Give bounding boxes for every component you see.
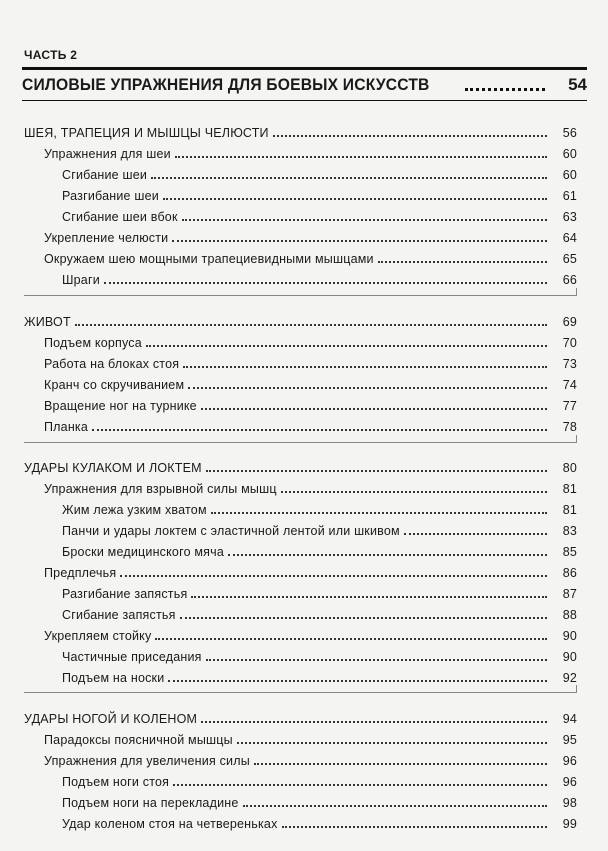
entry-title: Планка (44, 420, 89, 434)
dot-leader (168, 680, 547, 682)
entry-page-number: 99 (562, 817, 577, 831)
entry-title: Сгибание шеи (62, 168, 148, 182)
entry-title: Кранч со скручиванием (44, 378, 185, 392)
dot-leader (206, 659, 547, 661)
dot-leader (281, 491, 547, 493)
part-page-number: 54 (568, 75, 587, 94)
entry-page-number: 65 (562, 252, 577, 266)
dot-leader (172, 240, 547, 242)
entry-title: Сгибание шеи вбок (62, 210, 178, 224)
toc-subsection-entry[interactable] (44, 415, 577, 435)
entry-page-number: 95 (562, 733, 577, 747)
section-divider (24, 692, 577, 693)
entry-page-number: 69 (562, 315, 577, 329)
entry-page-number: 96 (562, 775, 577, 789)
entry-title: Парадоксы поясничной мышцы (44, 733, 233, 747)
entry-title: ЖИВОТ (24, 315, 71, 329)
entry-page-number: 56 (562, 126, 577, 140)
dot-leader (211, 512, 547, 514)
entry-page-number: 96 (562, 754, 577, 768)
entry-title: Предплечья (44, 566, 117, 580)
entry-page-number: 81 (562, 482, 577, 496)
toc-item-entry[interactable] (62, 268, 577, 288)
toc-subsection-entry[interactable] (44, 352, 577, 372)
entry-title: Разгибание запястья (62, 587, 188, 601)
dot-leader (155, 638, 547, 640)
entry-page-number: 86 (562, 566, 577, 580)
toc-item-entry[interactable] (62, 812, 577, 832)
part-dot-leader (465, 86, 545, 91)
entry-title: Вращение ног на турнике (44, 399, 197, 413)
entry-title: УДАРЫ НОГОЙ И КОЛЕНОМ (24, 712, 198, 726)
entry-page-number: 78 (562, 420, 577, 434)
entry-page-number: 60 (562, 147, 577, 161)
dot-leader (201, 408, 547, 410)
toc-subsection-entry[interactable] (44, 373, 577, 393)
dot-leader (201, 721, 547, 723)
toc-subsection-entry[interactable] (44, 247, 577, 267)
dot-leader (180, 617, 547, 619)
toc-section-entry[interactable] (24, 456, 577, 476)
dot-leader (206, 470, 547, 472)
toc-item-entry[interactable] (62, 603, 577, 623)
entry-title: Броски медицинского мяча (62, 545, 225, 559)
entry-page-number: 63 (562, 210, 577, 224)
entry-title: Разгибание шеи (62, 189, 159, 203)
entry-title: Подъем ноги на перекладине (62, 796, 239, 810)
section-divider-tick (576, 288, 577, 296)
toc-subsection-entry[interactable] (44, 142, 577, 162)
toc-subsection-entry[interactable] (44, 394, 577, 414)
section-divider-tick (576, 685, 577, 693)
dot-leader (237, 742, 547, 744)
entry-page-number: 77 (562, 399, 577, 413)
entry-page-number: 88 (562, 608, 577, 622)
entry-title: Жим лежа узким хватом (62, 503, 207, 517)
entry-page-number: 60 (562, 168, 577, 182)
entry-page-number: 70 (562, 336, 577, 350)
part-top-rule (22, 67, 587, 70)
entry-title: УДАРЫ КУЛАКОМ И ЛОКТЕМ (24, 461, 202, 475)
toc-subsection-entry[interactable] (44, 331, 577, 351)
dot-leader (104, 282, 547, 284)
entry-page-number: 74 (562, 378, 577, 392)
dot-leader (378, 261, 547, 263)
toc-item-entry[interactable] (62, 540, 577, 560)
entry-page-number: 92 (562, 671, 577, 685)
entry-title: Окружаем шею мощными трапециевидными мышцами (44, 252, 374, 266)
dot-leader (183, 366, 547, 368)
part-title-row (22, 73, 587, 97)
dot-leader (173, 784, 547, 786)
dot-leader (188, 387, 547, 389)
entry-page-number: 83 (562, 524, 577, 538)
dot-leader (182, 219, 547, 221)
entry-page-number: 98 (562, 796, 577, 810)
entry-title: Панчи и удары локтем с эластичной лентой или шкивом (62, 524, 400, 538)
entry-page-number: 64 (562, 231, 577, 245)
toc-item-entry[interactable] (62, 184, 577, 204)
dot-leader (151, 177, 547, 179)
part-label: ЧАСТЬ 2 (24, 48, 78, 62)
toc-subsection-entry[interactable] (44, 226, 577, 246)
toc-subsection-entry[interactable] (44, 728, 577, 748)
entry-page-number: 80 (562, 461, 577, 475)
toc-section-entry[interactable] (24, 310, 577, 330)
toc-item-entry[interactable] (62, 498, 577, 518)
entry-page-number: 61 (562, 189, 577, 203)
toc-subsection-entry[interactable] (44, 477, 577, 497)
part-bottom-rule (22, 100, 587, 101)
dot-leader (146, 345, 547, 347)
entry-page-number: 90 (562, 629, 577, 643)
dot-leader (243, 805, 547, 807)
entry-title: Упражнения для шеи (44, 147, 171, 161)
entry-page-number: 90 (562, 650, 577, 664)
entry-title: Подъем на носки (62, 671, 165, 685)
entry-title: Работа на блоках стоя (44, 357, 180, 371)
entry-title: Подъем ноги стоя (62, 775, 170, 789)
toc-item-entry[interactable] (62, 582, 577, 602)
dot-leader (163, 198, 547, 200)
dot-leader (254, 763, 547, 765)
entry-title: Укрепляем стойку (44, 629, 152, 643)
entry-title: Упражнения для увеличения силы (44, 754, 250, 768)
dot-leader (273, 135, 547, 137)
dot-leader (175, 156, 547, 158)
section-divider (24, 295, 577, 296)
toc-item-entry[interactable] (62, 666, 577, 686)
toc-item-entry[interactable] (62, 519, 577, 539)
entry-title: Удар коленом стоя на четвереньках (62, 817, 278, 831)
dot-leader (75, 324, 547, 326)
dot-leader (228, 554, 547, 556)
part-title: СИЛОВЫЕ УПРАЖНЕНИЯ ДЛЯ БОЕВЫХ ИСКУССТВ (22, 75, 430, 94)
dot-leader (92, 429, 547, 431)
toc-subsection-entry[interactable] (44, 749, 577, 769)
dot-leader (282, 826, 547, 828)
entry-title: Упражнения для взрывной силы мышц (44, 482, 277, 496)
entry-title: Подъем корпуса (44, 336, 142, 350)
toc-section-entry[interactable] (24, 707, 577, 727)
entry-page-number: 94 (562, 712, 577, 726)
entry-page-number: 87 (562, 587, 577, 601)
entry-page-number: 73 (562, 357, 577, 371)
toc-subsection-entry[interactable] (44, 561, 577, 581)
entry-page-number: 81 (562, 503, 577, 517)
entry-title: Укрепление челюсти (44, 231, 169, 245)
dot-leader (191, 596, 547, 598)
dot-leader (404, 533, 547, 535)
toc-section-entry[interactable] (24, 121, 577, 141)
section-divider-tick (576, 435, 577, 443)
entry-title: Сгибание запястья (62, 608, 176, 622)
toc-subsection-entry[interactable] (44, 624, 577, 644)
toc-item-entry[interactable] (62, 645, 577, 665)
entry-title: Шраги (62, 273, 100, 287)
entry-page-number: 66 (562, 273, 577, 287)
section-divider (24, 442, 577, 443)
toc-item-entry[interactable] (62, 163, 577, 183)
toc-item-entry[interactable] (62, 770, 577, 790)
toc-item-entry[interactable] (62, 791, 577, 811)
dot-leader (120, 575, 547, 577)
entry-page-number: 85 (562, 545, 577, 559)
entry-title: ШЕЯ, ТРАПЕЦИЯ И МЫШЦЫ ЧЕЛЮСТИ (24, 126, 269, 140)
toc-item-entry[interactable] (62, 205, 577, 225)
entry-title: Частичные приседания (62, 650, 202, 664)
